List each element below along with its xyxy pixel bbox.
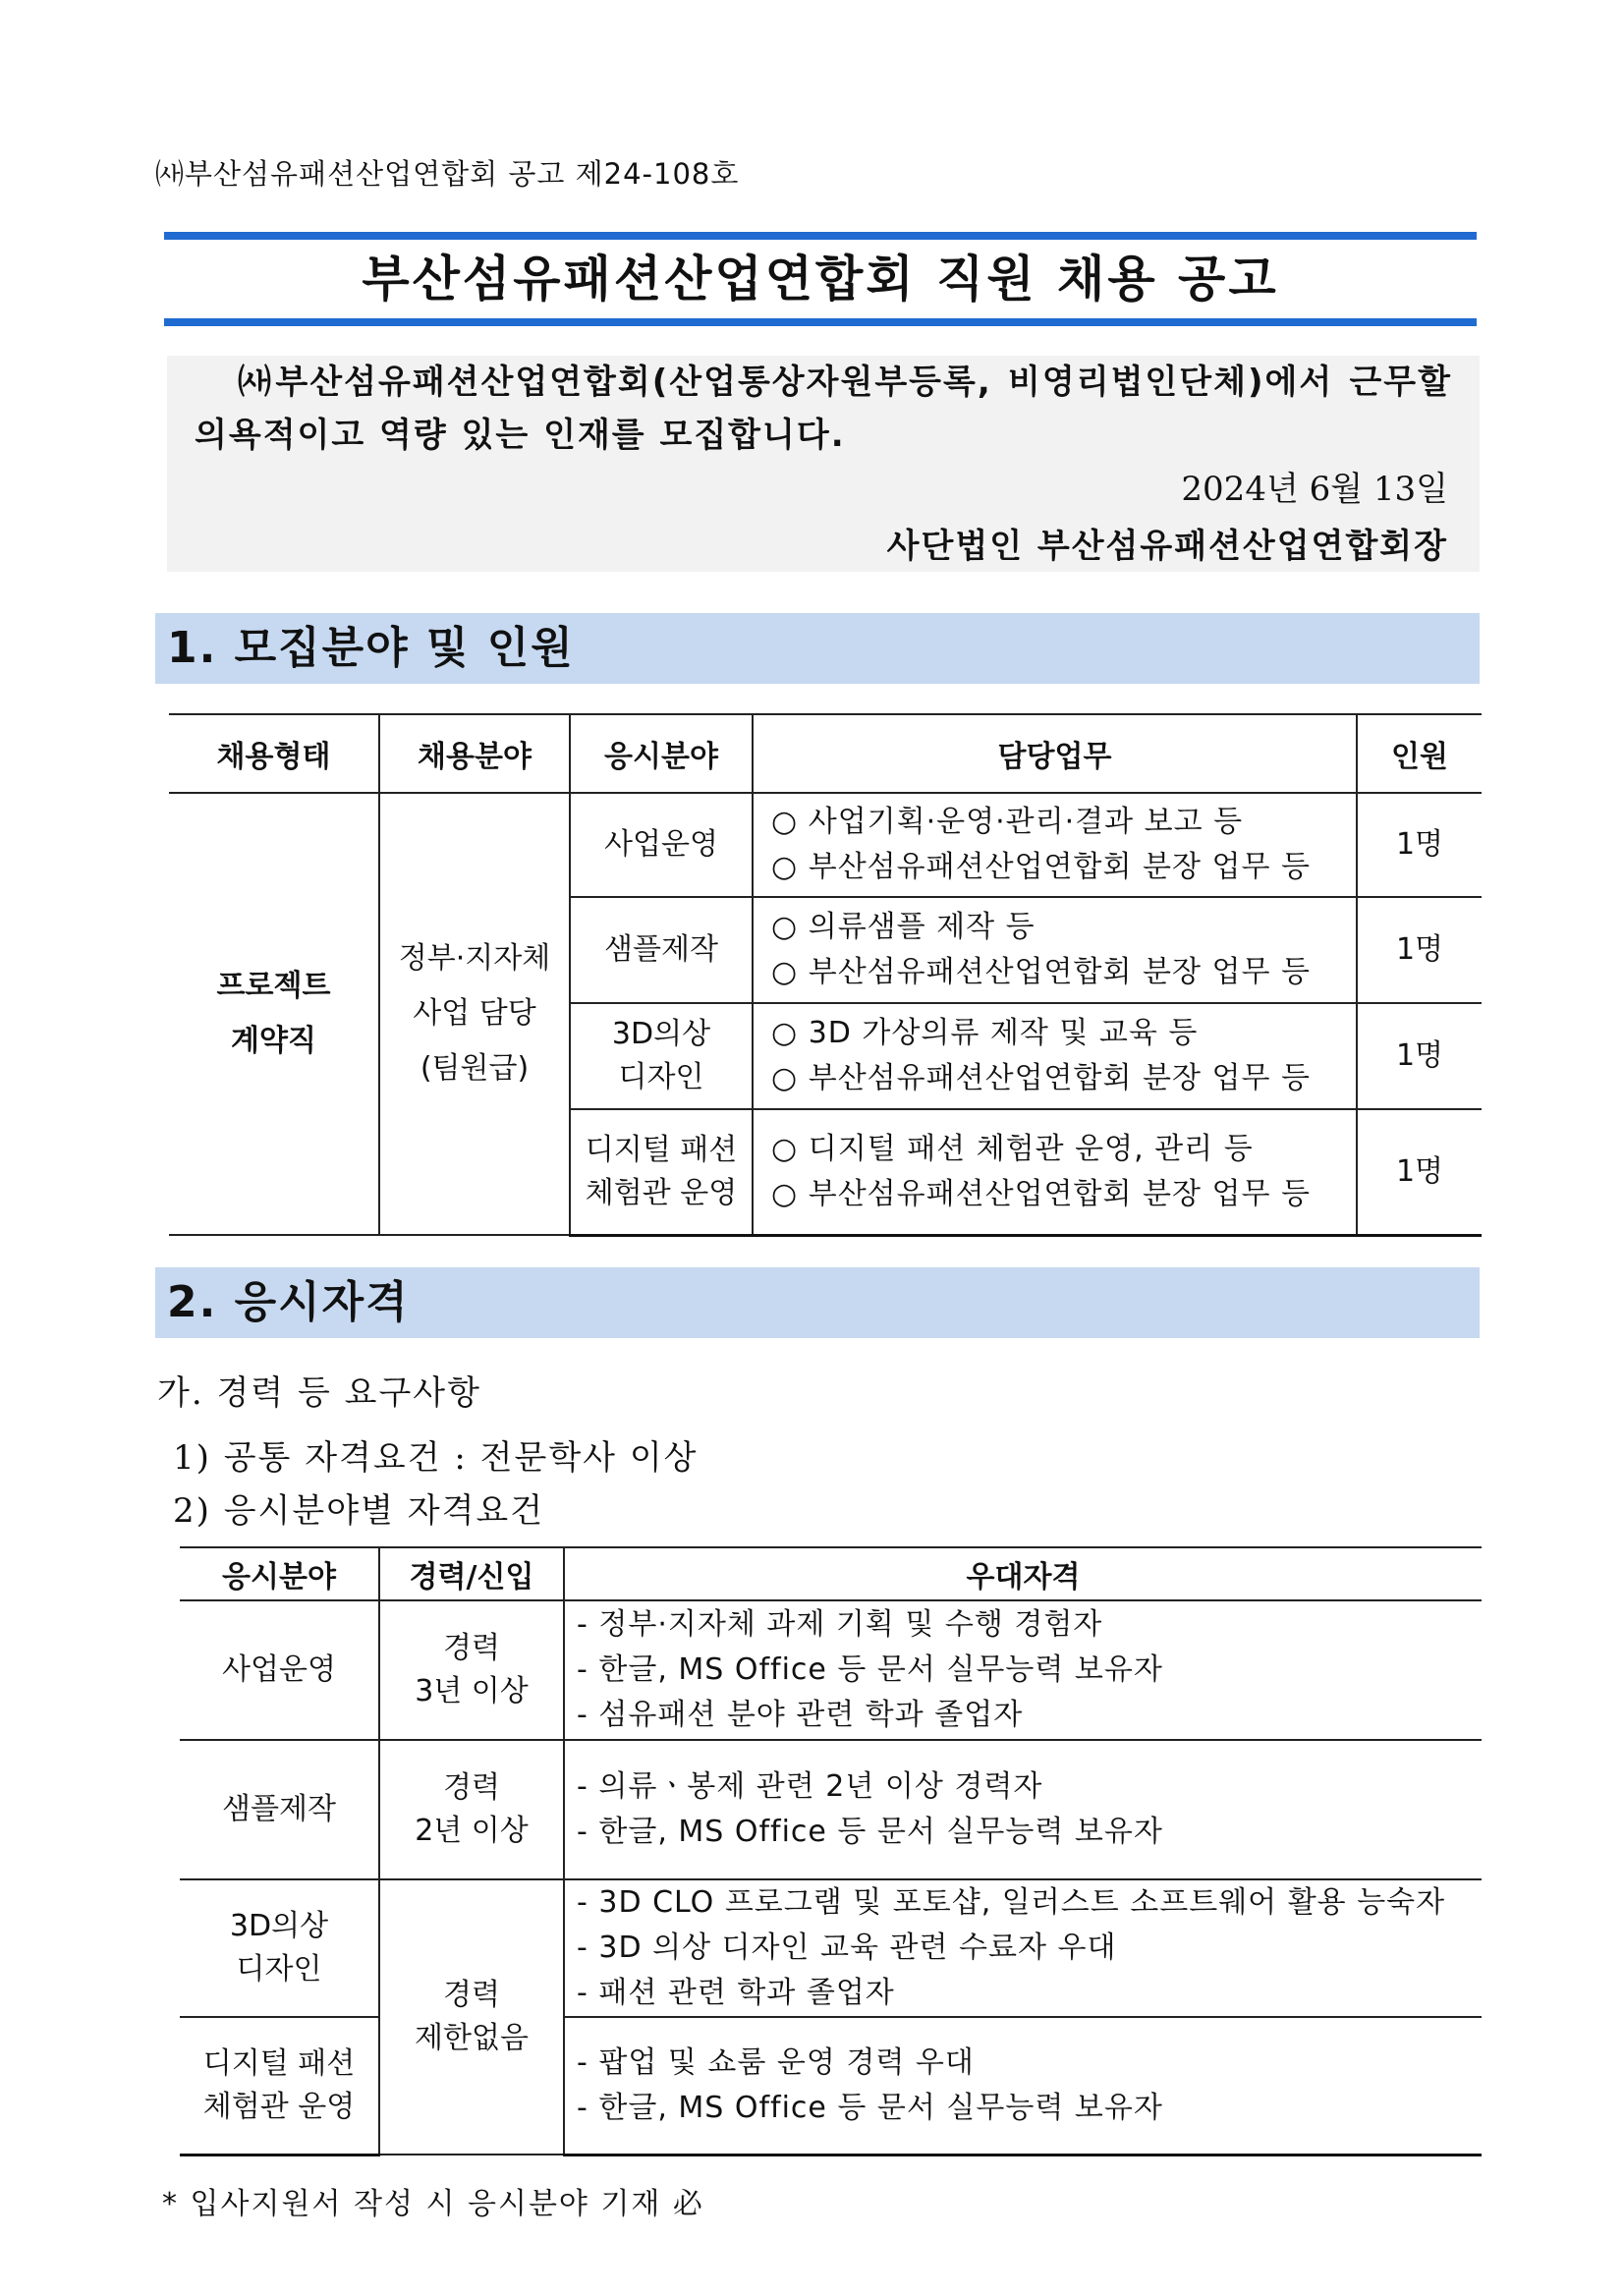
preference-line: - 팝업 및 쇼룸 운영 경력 우대 — [577, 2044, 975, 2080]
area-line: 디자인 — [618, 1060, 704, 1094]
duty-cell — [753, 1003, 1357, 1109]
duty-line: ○ 부산섬유패션산업연합회 분장 업무 등 — [771, 850, 1312, 884]
notice-number: ㈔부산섬유패션산업연합회 공고 제24-108호 — [155, 157, 740, 191]
preference-line: - 정부·지자체 과제 기획 및 수행 경험자 — [577, 1607, 1103, 1642]
footnote: * 입사지원서 작성 시 응시분야 기재 必 — [162, 2187, 704, 2221]
preference-line: - 한글, MS Office 등 문서 실무능력 보유자 — [577, 1652, 1163, 1687]
count-cell: 1명 — [1357, 1003, 1482, 1109]
area-line: 샘플제작 — [604, 932, 718, 967]
count-cell: 1명 — [1357, 793, 1482, 897]
duty-line: ○ 부산섬유패션산업연합회 분장 업무 등 — [771, 1061, 1312, 1095]
header-cell: 응시분야 — [570, 714, 753, 793]
area-line: 3D의상 — [229, 1909, 329, 1943]
intro-box — [167, 356, 1480, 572]
document-title: 부산섬유패션산업연합회 직원 채용 공고 — [362, 251, 1279, 308]
preference-line: - 한글, MS Office 등 문서 실무능력 보유자 — [577, 1815, 1163, 1849]
notice-date: 2024년 6월 13일 — [1181, 470, 1448, 509]
area-line: 디지털 패션 — [585, 1132, 738, 1167]
field-requirement-label: 2) 응시분야별 자격요건 — [173, 1491, 545, 1531]
preference-line: - 의류ㆍ봉제 관련 2년 이상 경력자 — [577, 1769, 1043, 1804]
area-line: 3D의상 — [611, 1017, 711, 1051]
experience-line: 경력 — [443, 1770, 500, 1805]
header-cell: 채용형태 — [169, 714, 379, 793]
experience-line: 2년 이상 — [415, 1814, 529, 1848]
table-row — [180, 1740, 1482, 1879]
field-cell — [379, 793, 570, 1235]
requirements-subheading: 가. 경력 등 요구사항 — [157, 1373, 481, 1413]
preference-line: - 3D 의상 디자인 교육 관련 수료자 우대 — [577, 1931, 1117, 1965]
employment-type-cell — [169, 793, 379, 1235]
title-bottom-rule — [164, 318, 1477, 326]
header-cell: 응시분야 — [180, 1547, 379, 1600]
table-row — [180, 2017, 1482, 2155]
experience-line: 제한없음 — [415, 2021, 529, 2055]
header-cell: 인원 — [1357, 714, 1482, 793]
header-cell: 경력/신입 — [379, 1547, 564, 1600]
area-line: 디지털 패션 — [202, 2045, 356, 2081]
area-line: 체험관 운영 — [585, 1175, 738, 1210]
area-cell — [180, 1740, 379, 1879]
header-cell: 채용분야 — [379, 714, 570, 793]
area-cell — [570, 1003, 753, 1109]
duty-line: ○ 디지털 패션 체험관 운영, 관리 등 — [771, 1131, 1254, 1166]
recruitment-header-row — [169, 714, 1482, 793]
experience-line: 경력 — [443, 1978, 500, 2012]
experience-line: 3년 이상 — [415, 1674, 529, 1708]
area-cell — [570, 897, 753, 1003]
duty-line: ○ 부산섬유패션산업연합회 분장 업무 등 — [771, 1176, 1312, 1211]
title-top-rule — [164, 232, 1477, 240]
preference-cell — [564, 1879, 1482, 2017]
area-line: 사업운영 — [222, 1652, 336, 1687]
table-row — [180, 1879, 1482, 2017]
qualification-header-row — [180, 1547, 1482, 1600]
area-line: 디자인 — [236, 1952, 322, 1987]
intro-text: ㈔부산섬유패션산업연합회(산업통상자원부등록, 비영리법인단체)에서 근무할 의욕적이고 역량 있는 인재를 모집합니다. — [195, 363, 1452, 455]
preference-cell — [564, 1600, 1482, 1740]
field-line: 정부·지자체 — [398, 941, 551, 976]
qualification-table — [180, 1546, 1482, 2156]
area-cell — [570, 793, 753, 897]
preference-line: - 패션 관련 학과 졸업자 — [577, 1976, 895, 2010]
experience-cell — [379, 1740, 564, 1879]
area-cell — [180, 1600, 379, 1740]
area-line: 샘플제작 — [222, 1792, 336, 1826]
table-row — [180, 1600, 1482, 1740]
experience-cell — [379, 1879, 564, 2155]
area-cell — [180, 2017, 379, 2155]
header-cell: 담당업무 — [753, 714, 1357, 793]
duty-line: ○ 3D 가상의류 제작 및 교육 등 — [771, 1016, 1199, 1050]
issuer-name: 사단법인 부산섬유패션산업연합회장 — [886, 527, 1448, 566]
preference-line: - 3D CLO 프로그램 및 포토샵, 일러스트 소프트웨어 활용 능숙자 — [577, 1885, 1446, 1920]
area-line: 체험관 운영 — [202, 2089, 356, 2124]
preference-line: - 섬유패션 분야 관련 학과 졸업자 — [577, 1698, 1024, 1732]
experience-cell — [379, 1600, 564, 1740]
duty-line: ○ 부산섬유패션산업연합회 분장 업무 등 — [771, 955, 1312, 989]
area-line: 사업운영 — [604, 827, 718, 862]
section-2-title: 2. 응시자격 — [167, 1277, 410, 1327]
area-cell — [570, 1109, 753, 1235]
experience-line: 경력 — [443, 1631, 500, 1665]
count-cell: 1명 — [1357, 1109, 1482, 1235]
duty-line: ○ 사업기획·운영·관리·결과 보고 등 — [771, 805, 1244, 839]
header-cell: 우대자격 — [564, 1547, 1482, 1600]
section-2-heading — [155, 1267, 1480, 1338]
table-row — [169, 793, 1482, 897]
common-requirement: 1) 공통 자격요건 : 전문학사 이상 — [173, 1438, 699, 1478]
field-line: (팀원급) — [420, 1051, 530, 1086]
section-1-heading — [155, 613, 1480, 684]
section-1-title: 1. 모집분야 및 인원 — [167, 623, 575, 673]
area-cell — [180, 1879, 379, 2017]
preference-cell — [564, 1740, 1482, 1879]
duty-cell — [753, 897, 1357, 1003]
count-cell: 1명 — [1357, 897, 1482, 1003]
title-block — [164, 232, 1477, 326]
employment-type-line: 계약직 — [231, 1024, 316, 1058]
duty-cell — [753, 1109, 1357, 1235]
field-line: 사업 담당 — [413, 996, 536, 1031]
employment-type-line: 프로젝트 — [216, 969, 331, 1003]
preference-line: - 한글, MS Office 등 문서 실무능력 보유자 — [577, 2090, 1163, 2125]
duty-line: ○ 의류샘플 제작 등 — [771, 910, 1036, 944]
duty-cell — [753, 793, 1357, 897]
recruitment-table — [169, 713, 1482, 1237]
preference-cell — [564, 2017, 1482, 2155]
